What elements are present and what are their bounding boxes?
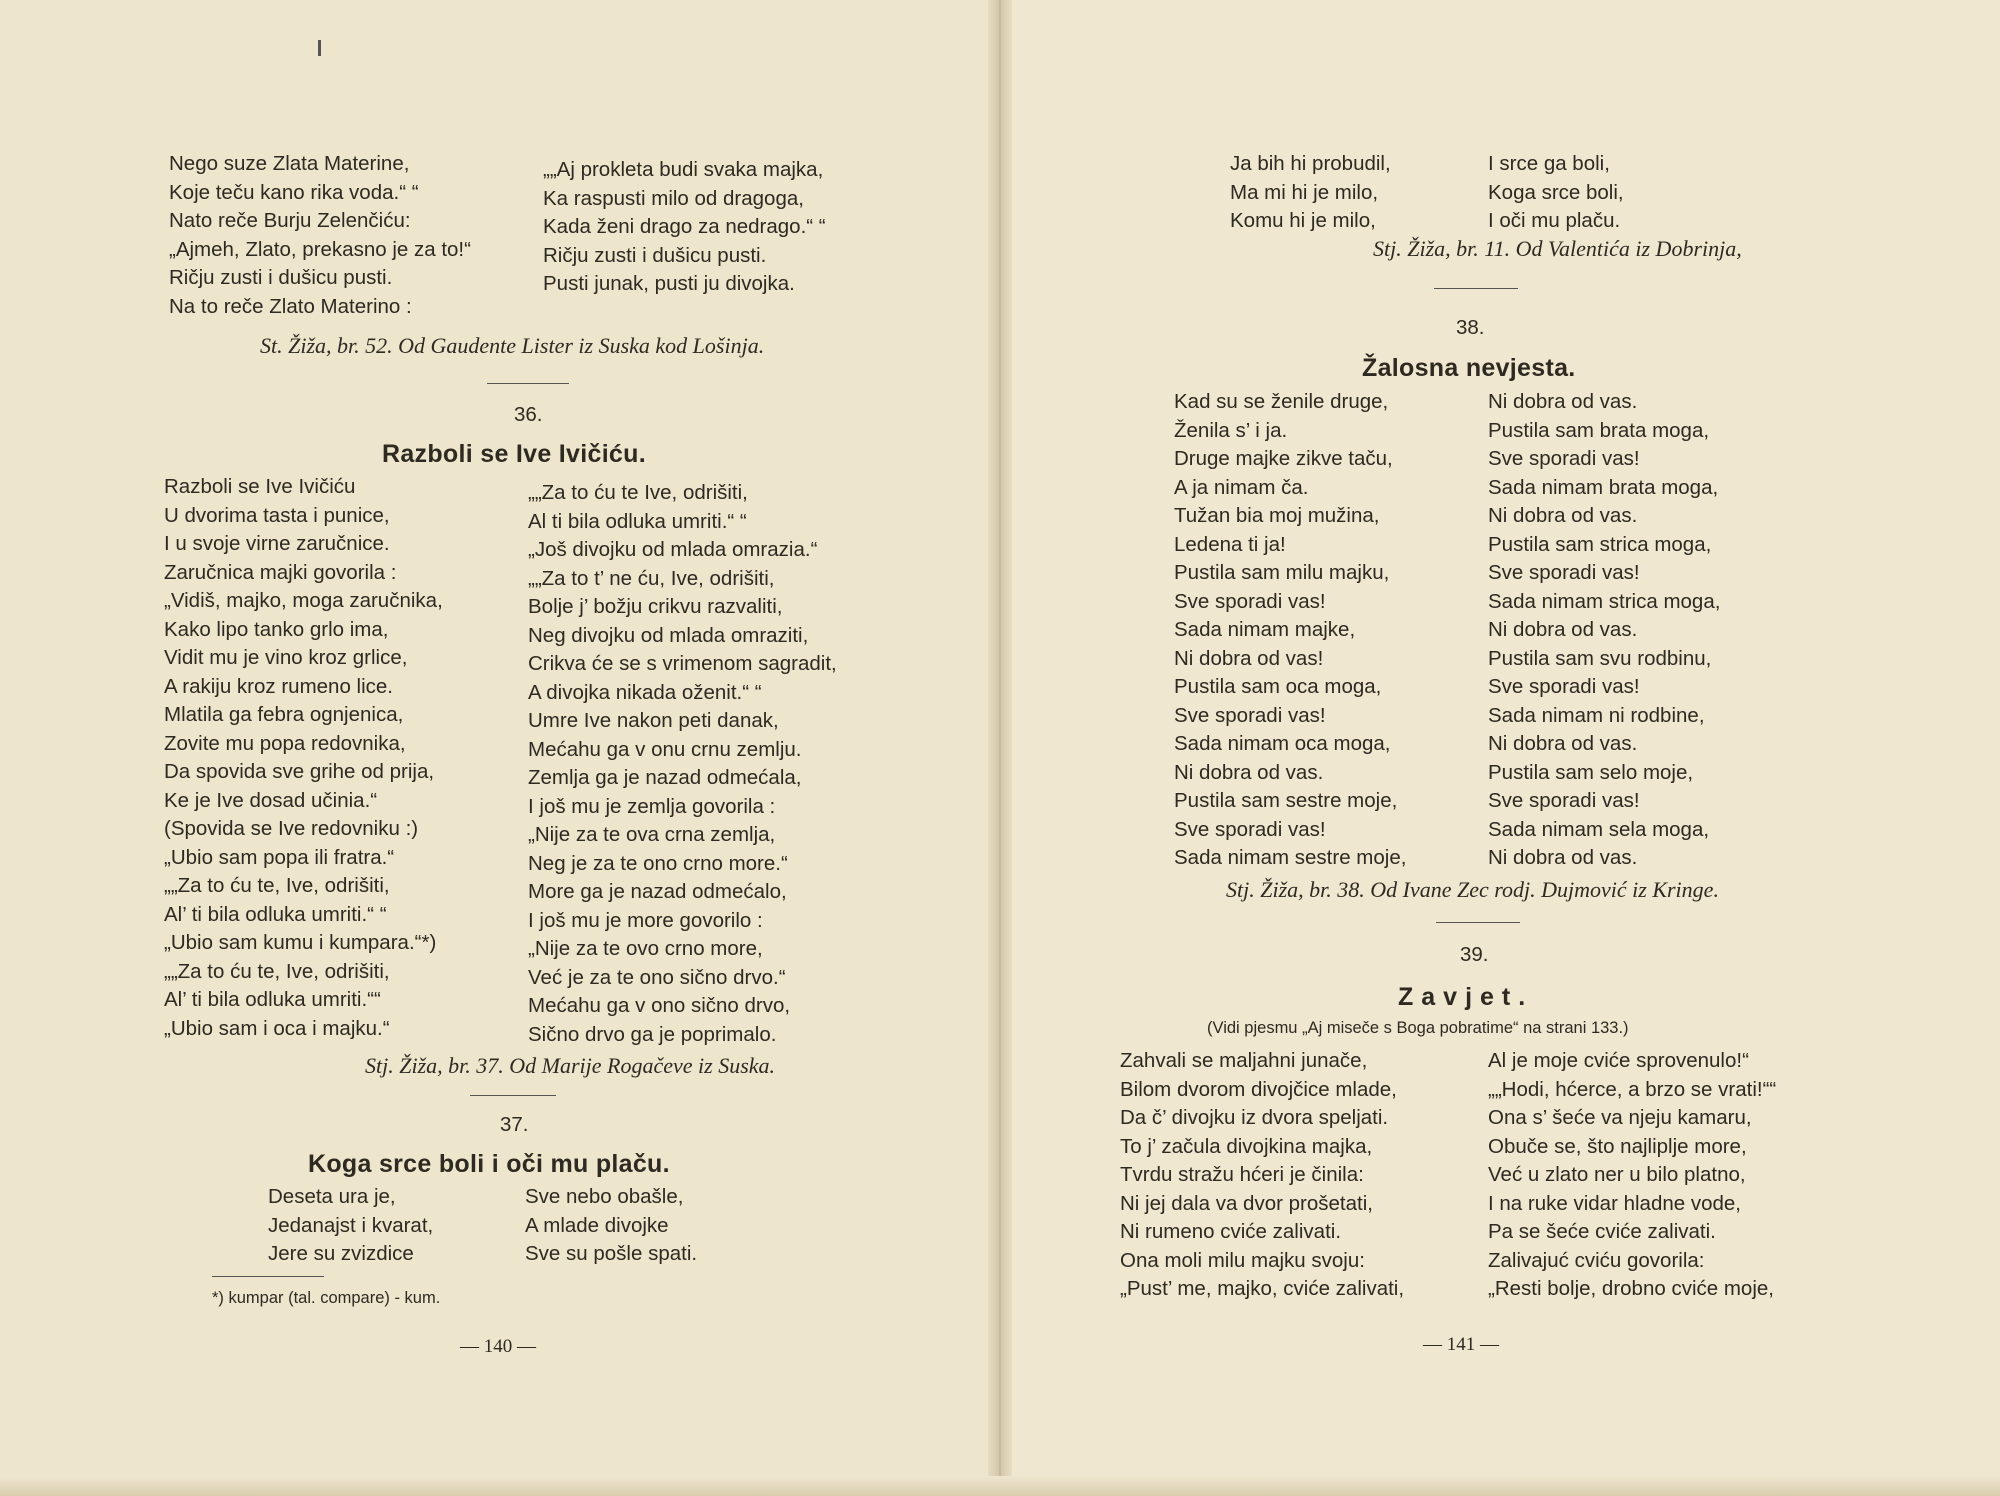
- verse-line: Zemlja ga je nazad odmećala,: [528, 766, 802, 789]
- verse-line: Obuče se, što najliplje more,: [1488, 1134, 1747, 1158]
- verse-line: Sve sporadi vas!: [1174, 817, 1326, 841]
- source-citation: St. Žiža, br. 52. Od Gaudente Lister iz Suska kod Lošinja.: [260, 333, 765, 358]
- song-37-column-2: [525, 1183, 697, 1269]
- verse-line: „Nije za te ova crna zemlja,: [528, 823, 776, 846]
- song-38-column-2: [1488, 388, 1720, 873]
- source-citation: Stj. Žiža, br. 38. Od Ivane Zec rodj. Dujmović iz Kringe.: [1226, 877, 1719, 902]
- verse-line: Zovite mu popa redovnika,: [164, 731, 406, 755]
- verse-line: Da spovida sve grihe od prija,: [164, 760, 435, 783]
- verse-line: Sve sporadi vas!: [1488, 675, 1640, 698]
- verse-line: I na ruke vidar hladne vode,: [1488, 1191, 1741, 1215]
- verse-line: Pusti junak, pusti ju divojka.: [543, 272, 795, 295]
- verse-line: Ni dobra od vas.: [1488, 846, 1638, 869]
- song-number: 36.: [514, 403, 543, 426]
- song-note: (Vidi pjesmu „Aj miseče s Boga pobratime“ na strani 133.): [1207, 1019, 1629, 1037]
- verse-line: Nato reče Burju Zelenčiću:: [169, 209, 411, 232]
- verse-line: A rakiju kroz rumeno lice.: [164, 674, 394, 698]
- poem-ending-column-1: [169, 150, 471, 321]
- verse-line: Sve sporadi vas!: [1174, 589, 1326, 613]
- verse-line: „Vidiš, majko, moga zaručnika,: [164, 589, 443, 612]
- verse-line: Pustila sam strica moga,: [1488, 532, 1712, 556]
- verse-line: Ričju zusti i dušicu pusti.: [169, 266, 393, 289]
- verse-line: Ni dobra od vas!: [1174, 646, 1324, 670]
- verse-line: „Još divojku od mlada omrazia.“: [528, 538, 818, 561]
- song-number: 39.: [1460, 943, 1489, 966]
- verse-line: Ona s’ šeće va njeju kamaru,: [1488, 1106, 1752, 1129]
- verse-line: I oči mu plaču.: [1488, 209, 1621, 232]
- verse-line: Al ti bila odluka umriti.“ “: [528, 509, 747, 533]
- poem-ending-column-2: [543, 156, 826, 299]
- verse-line: Koga srce boli,: [1488, 180, 1624, 204]
- verse-line: Ni dobra od vas.: [1488, 732, 1638, 755]
- verse-line: Ni dobra od vas.: [1174, 760, 1324, 784]
- song-39-column-1: [1120, 1047, 1404, 1304]
- verse-line: Mećahu ga v ono sično drvo,: [528, 994, 791, 1017]
- verse-line: Pa se šeće cviće zalivati.: [1488, 1220, 1716, 1243]
- ink-mark: [318, 40, 321, 56]
- verse-line: Sve nebo obašle,: [525, 1185, 684, 1208]
- footnote: *) kumpar (tal. compare) - kum.: [212, 1289, 441, 1307]
- verse-line: Ni dobra od vas.: [1488, 390, 1638, 413]
- verse-line: Pustila sam selo moje,: [1488, 760, 1694, 784]
- verse-line: I u svoje virne zaručnice.: [164, 532, 390, 555]
- verse-line: Sada nimam brata moga,: [1488, 475, 1719, 499]
- verse-line: Ni dobra od vas.: [1488, 618, 1638, 641]
- footnote-divider: [212, 1276, 324, 1277]
- song-number: 37.: [500, 1113, 529, 1136]
- song-36-column-1: [164, 473, 443, 1043]
- verse-line: Već u zlato ner u bilo platno,: [1488, 1163, 1746, 1186]
- verse-line: Zahvali se maljahni junače,: [1120, 1049, 1368, 1072]
- verse-line: Sve sporadi vas!: [1488, 447, 1640, 470]
- verse-line: Nego suze Zlata Materine,: [169, 152, 410, 175]
- verse-line: U dvorima tasta i punice,: [164, 503, 390, 527]
- song-39-column-2: [1488, 1047, 1776, 1304]
- verse-line: Umre Ive nakon peti danak,: [528, 709, 779, 732]
- verse-line: A mlade divojke: [525, 1213, 669, 1237]
- verse-line: „„Za to ću te, Ive, odrišiti,: [164, 959, 390, 983]
- verse-line: Pustila sam brata moga,: [1488, 418, 1710, 442]
- verse-line: (Spovida se Ive redovniku :): [164, 817, 419, 840]
- verse-line: Na to reče Zlato Materino :: [169, 294, 412, 318]
- verse-line: Komu hi je milo,: [1230, 209, 1376, 232]
- section-divider: [1436, 922, 1520, 923]
- verse-line: „Ubio sam i oca i majku.“: [164, 1016, 390, 1040]
- verse-line: Ni dobra od vas.: [1488, 504, 1638, 527]
- verse-line: Sve sporadi vas!: [1488, 561, 1640, 584]
- poem-ending-column-1: [1230, 150, 1391, 236]
- song-37-column-1: [268, 1183, 433, 1269]
- verse-line: Neg divojku od mlada omraziti,: [528, 623, 809, 647]
- verse-line: Pustila sam oca moga,: [1174, 675, 1382, 698]
- verse-line: „„Za to ću te, Ive, odrišiti,: [164, 874, 390, 897]
- verse-line: Ričju zusti i dušicu pusti.: [543, 243, 767, 267]
- source-citation: Stj. Žiža, br. 37. Od Marije Rogačeve iz Suska.: [365, 1053, 776, 1078]
- song-36-column-2: [528, 479, 837, 1049]
- page-edge: [0, 1476, 2000, 1496]
- verse-line: A divojka nikada oženit.“ “: [528, 680, 762, 704]
- verse-line: „Ubio sam kumu i kumpara.“*): [164, 931, 437, 954]
- verse-line: Ke je Ive dosad učinia.“: [164, 788, 378, 812]
- song-title: Zavjet.: [1398, 983, 1534, 1011]
- page-number: — 140 —: [460, 1336, 536, 1357]
- verse-line: Tužan bia moj mužina,: [1174, 504, 1380, 527]
- verse-line: Al’ ti bila odluka umriti.“ “: [164, 902, 387, 926]
- verse-line: Neg je za te ono crno more.“: [528, 851, 788, 875]
- song-38-column-1: [1174, 388, 1406, 873]
- verse-line: Da č’ divojku iz dvora speljati.: [1120, 1106, 1389, 1129]
- source-citation: Stj. Žiža, br. 11. Od Valentića iz Dobrinja,: [1373, 236, 1742, 261]
- verse-line: Pustila sam svu rodbinu,: [1488, 646, 1712, 670]
- verse-line: More ga je nazad odmećalo,: [528, 880, 787, 903]
- verse-line: Ka raspusti milo od dragoga,: [543, 186, 804, 210]
- song-title: Žalosna nevjesta.: [1362, 354, 1576, 382]
- verse-line: Zalivajuć cviću govorila:: [1488, 1248, 1705, 1272]
- verse-line: Sada nimam oca moga,: [1174, 732, 1391, 755]
- section-divider: [487, 383, 569, 384]
- verse-line: Sve sporadi vas!: [1488, 789, 1640, 812]
- verse-line: Već je za te ono sično drvo.“: [528, 965, 786, 989]
- verse-line: Ženila s’ i ja.: [1174, 418, 1288, 442]
- section-divider: [1434, 288, 1518, 289]
- verse-line: „„Za to t’ ne ću, Ive, odrišiti,: [528, 566, 775, 590]
- verse-line: I srce ga boli,: [1488, 152, 1610, 175]
- book-gutter: [988, 0, 1012, 1496]
- verse-line: Ledena ti ja!: [1174, 532, 1286, 556]
- verse-line: „Pust’ me, majko, cviće zalivati,: [1120, 1277, 1405, 1300]
- verse-line: Zaručnica majki govorila :: [164, 560, 397, 584]
- verse-line: Razboli se Ive Ivičiću: [164, 475, 356, 498]
- verse-line: Druge majke zikve taču,: [1174, 447, 1393, 470]
- verse-line: Pustila sam sestre moje,: [1174, 789, 1398, 812]
- verse-line: Deseta ura je,: [268, 1185, 396, 1208]
- verse-line: Ni rumeno cviće zalivati.: [1120, 1220, 1342, 1243]
- verse-line: Pustila sam milu majku,: [1174, 561, 1390, 584]
- song-title: Razboli se Ive Ivičiću.: [382, 440, 646, 468]
- verse-line: Jedanajst i kvarat,: [268, 1213, 434, 1237]
- verse-line: Mećahu ga v onu crnu zemlju.: [528, 737, 802, 761]
- verse-line: Sada nimam majke,: [1174, 618, 1356, 641]
- verse-line: Mlatila ga febra ognjenica,: [164, 703, 404, 726]
- verse-line: Al je moje cviće sprovenulo!“: [1488, 1049, 1749, 1072]
- verse-line: I još mu je more govorilo :: [528, 908, 763, 932]
- verse-line: Kada ženi drago za nedrago.“ “: [543, 215, 826, 238]
- verse-line: Sada nimam sestre moje,: [1174, 846, 1407, 869]
- verse-line: I još mu je zemlja govorila :: [528, 794, 776, 818]
- verse-line: Sada nimam strica moga,: [1488, 589, 1721, 613]
- page-number: — 141 —: [1423, 1334, 1499, 1355]
- verse-line: „Resti bolje, drobno cviće moje,: [1488, 1277, 1774, 1300]
- verse-line: Sada nimam sela moga,: [1488, 817, 1710, 841]
- verse-line: Sično drvo ga je poprimalo.: [528, 1022, 777, 1046]
- verse-line: Bolje j’ božju crikvu razvaliti,: [528, 595, 783, 618]
- verse-line: Tvrdu stražu hćeri je činila:: [1120, 1163, 1364, 1186]
- poem-ending-column-2: [1488, 150, 1624, 236]
- verse-line: „„Aj prokleta budi svaka majka,: [543, 158, 824, 181]
- verse-line: Sve sporadi vas!: [1174, 703, 1326, 727]
- verse-line: Crikva će se s vrimenom sagradit,: [528, 652, 837, 675]
- song-title: Koga srce boli i oči mu plaču.: [308, 1150, 670, 1178]
- verse-line: „„Za to ću te Ive, odrišiti,: [528, 481, 748, 504]
- verse-line: Kad su se ženile druge,: [1174, 390, 1389, 413]
- verse-line: Koje teču kano rika voda.“ “: [169, 180, 419, 204]
- verse-line: Sada nimam ni rodbine,: [1488, 703, 1705, 727]
- verse-line: Jere su zvizdice: [268, 1242, 414, 1265]
- verse-line: „Ubio sam popa ili fratra.“: [164, 845, 395, 869]
- verse-line: To j’ začula divojkina majka,: [1120, 1134, 1373, 1158]
- verse-line: „„Hodi, hćerce, a brzo se vrati!““: [1488, 1077, 1777, 1101]
- verse-line: Ja bih hi probudil,: [1230, 152, 1391, 175]
- verse-line: Al’ ti bila odluka umriti.““: [164, 988, 381, 1011]
- verse-line: Kako lipo tanko grlo ima,: [164, 617, 389, 641]
- verse-line: Vidit mu je vino kroz grlice,: [164, 646, 408, 669]
- verse-line: Ni jej dala va dvor prošetati,: [1120, 1191, 1373, 1215]
- section-divider: [470, 1095, 556, 1096]
- verse-line: Ma mi hi je milo,: [1230, 180, 1379, 204]
- verse-line: Sve su pošle spati.: [525, 1242, 698, 1265]
- verse-line: „Nije za te ovo crno more,: [528, 937, 763, 960]
- song-number: 38.: [1456, 316, 1485, 339]
- verse-line: „Ajmeh, Zlato, prekasno je za to!“: [169, 237, 471, 261]
- verse-line: Bilom dvorom divojčice mlade,: [1120, 1077, 1397, 1101]
- verse-line: A ja nimam ča.: [1174, 475, 1309, 499]
- verse-line: Ona moli milu majku svoju:: [1120, 1248, 1365, 1272]
